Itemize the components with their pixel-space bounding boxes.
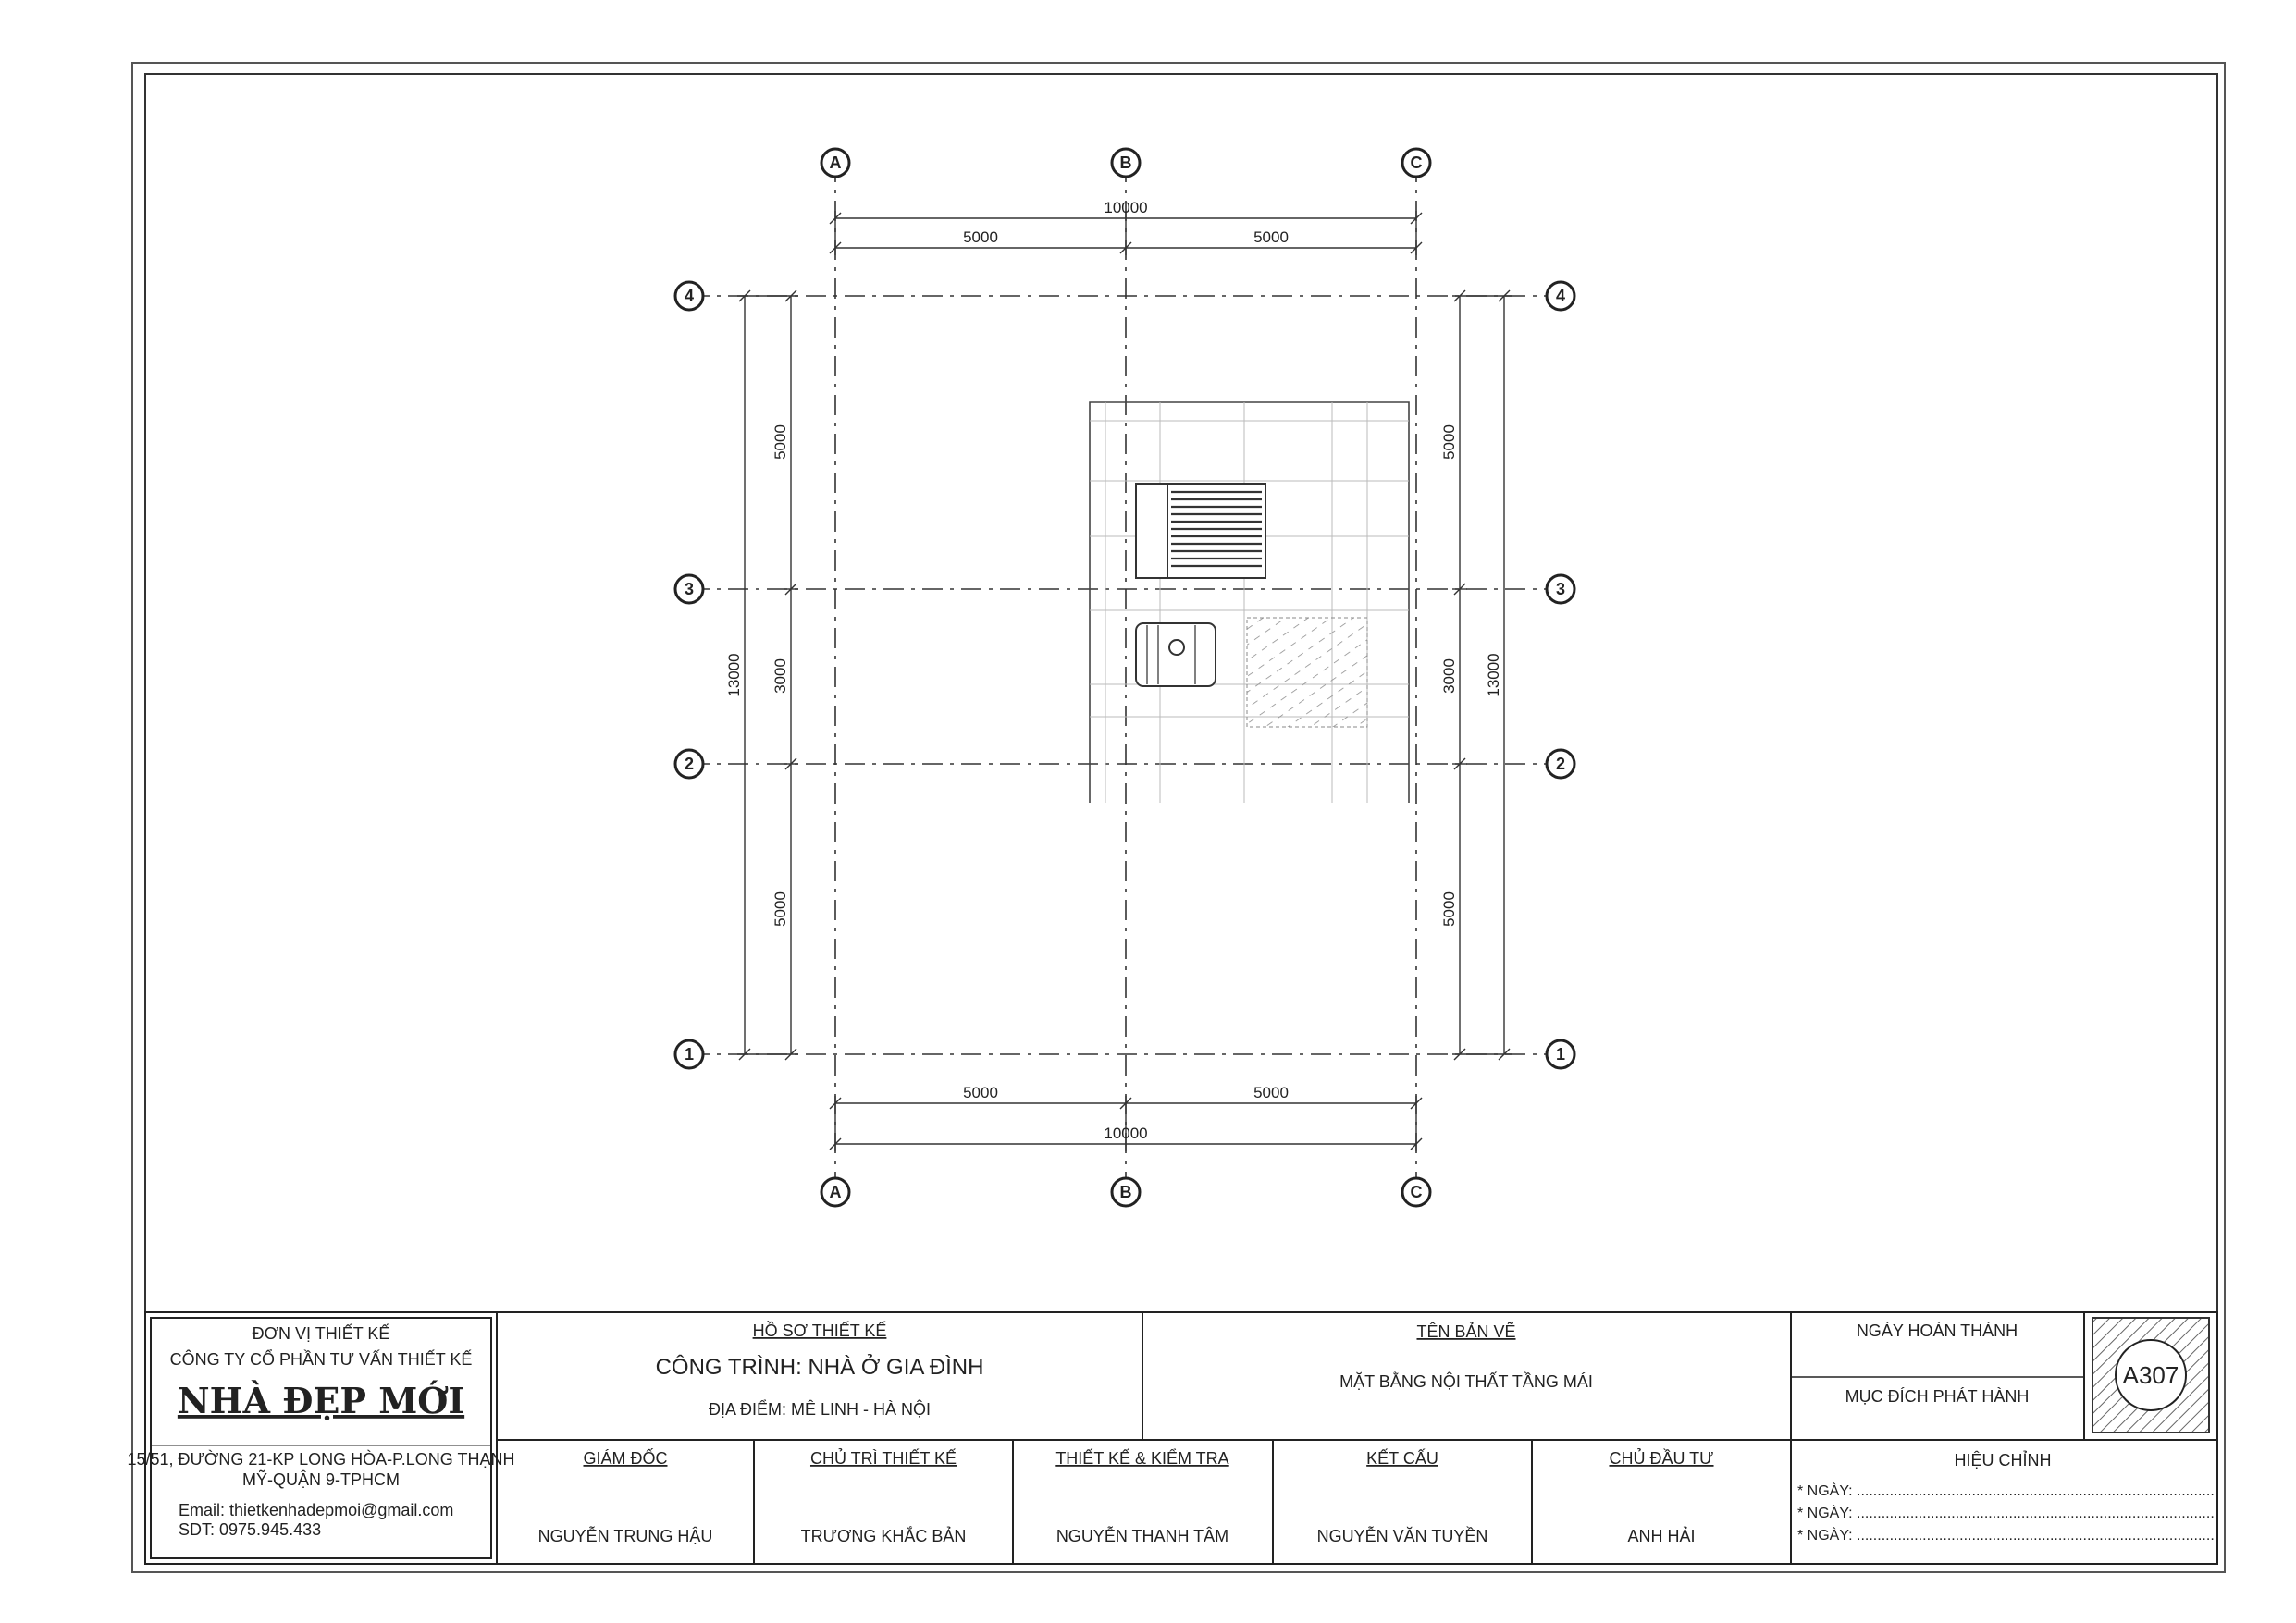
sheet-outer-border <box>132 63 2225 1572</box>
dimension-texts <box>725 199 1502 1142</box>
dim-left-bay-3: 5000 <box>772 891 789 927</box>
revision-label: HIỆU CHỈNH <box>1954 1451 2052 1469</box>
dossier-label: HỒ SƠ THIẾT KẾ <box>752 1322 887 1340</box>
dim-left-total: 13000 <box>725 653 743 697</box>
company-phone: SDT: 0975.945.433 <box>179 1520 322 1539</box>
role-title-investor: CHỦ ĐẦU TƯ <box>1609 1449 1714 1468</box>
dim-top-total: 10000 <box>1104 199 1148 216</box>
dim-left-bay-2: 3000 <box>772 658 789 694</box>
role-name-lead-designer: TRƯƠNG KHẮC BẢN <box>800 1527 967 1545</box>
role-name-structure: NGUYỄN VĂN TUYỀN <box>1316 1527 1488 1545</box>
grid-lines <box>689 162 1562 1199</box>
company-address-line-2: MỸ-QUẬN 9-TPHCM <box>242 1470 400 1489</box>
axis-label-B-top: B <box>1119 154 1132 172</box>
dim-bottom-total: 10000 <box>1104 1125 1148 1142</box>
axis-label-A-bottom: A <box>829 1183 842 1201</box>
design-unit-title: ĐƠN VỊ THIẾT KẾ <box>252 1324 390 1343</box>
role-title-designer-checker: THIẾT KẾ & KIỂM TRA <box>1055 1449 1229 1468</box>
role-name-director: NGUYỄN TRUNG HẬU <box>537 1527 713 1545</box>
axis-label-2-right: 2 <box>1555 755 1566 773</box>
dim-bottom-bay-2: 5000 <box>1253 1084 1289 1101</box>
project-name: CÔNG TRÌNH: NHÀ Ở GIA ĐÌNH <box>655 1355 984 1380</box>
axis-label-B-bottom: B <box>1119 1183 1132 1201</box>
axis-label-3-left: 3 <box>684 580 695 598</box>
dim-bottom-bay-1: 5000 <box>963 1084 998 1101</box>
role-title-lead-designer: CHỦ TRÌ THIẾT KẾ <box>809 1449 957 1468</box>
axis-label-C-top: C <box>1410 154 1423 172</box>
drawing-name: MẶT BẰNG NỘI THẤT TẦNG MÁI <box>1339 1372 1593 1391</box>
revision-line-1: * NGÀY: ....................................................................................... <box>1797 1483 2215 1499</box>
axis-label-1-left: 1 <box>684 1045 695 1064</box>
dim-right-bay-1: 5000 <box>1440 424 1458 460</box>
issue-purpose-label: MỤC ĐÍCH PHÁT HÀNH <box>1845 1387 2030 1406</box>
project-location: ĐỊA ĐIỂM: MÊ LINH - HÀ NỘI <box>708 1400 932 1419</box>
role-name-designer-checker: NGUYỄN THANH TÂM <box>1055 1527 1229 1545</box>
company-email: Email: thietkenhadepmoi@gmail.com <box>179 1501 454 1519</box>
sheet-number: A307 <box>2122 1361 2179 1389</box>
dim-right-total: 13000 <box>1485 653 1502 697</box>
brand-logo-text: NHÀ ĐẸP MỚI <box>177 1380 465 1421</box>
drawing-name-label: TÊN BẢN VẼ <box>1416 1322 1516 1341</box>
signature-roles <box>538 1448 1714 1545</box>
sheet-inner-border <box>145 74 2217 1564</box>
role-title-director: GIÁM ĐỐC <box>583 1449 668 1468</box>
axis-labels <box>685 154 1565 1201</box>
revision-line-2: * NGÀY: ....................................................................................... <box>1797 1506 2215 1521</box>
water-tank <box>1136 484 1265 578</box>
revision-line-3: * NGÀY: ....................................................................................... <box>1797 1528 2215 1543</box>
hatched-area <box>1247 618 1367 727</box>
axis-label-1-right: 1 <box>1555 1045 1566 1064</box>
company-address-line-1: 15/51, ĐƯỜNG 21-KP LONG HÒA-P.LONG THẠNH <box>127 1450 515 1469</box>
dim-top-bay-1: 5000 <box>963 228 998 246</box>
axis-label-A-top: A <box>829 154 842 172</box>
axis-label-C-bottom: C <box>1410 1183 1423 1201</box>
roof-structure <box>1090 402 1409 803</box>
axis-label-4-right: 4 <box>1555 287 1566 305</box>
pressure-tank <box>1136 623 1216 686</box>
axis-label-3-right: 3 <box>1555 580 1566 598</box>
axis-label-2-left: 2 <box>684 755 695 773</box>
dimension-lines <box>737 211 1512 1151</box>
dim-left-bay-1: 5000 <box>772 424 789 460</box>
dim-top-bay-2: 5000 <box>1253 228 1289 246</box>
dim-right-bay-3: 5000 <box>1440 891 1458 927</box>
completion-date-label: NGÀY HOÀN THÀNH <box>1856 1322 2018 1340</box>
company-name: CÔNG TY CỔ PHẦN TƯ VẤN THIẾT KẾ <box>169 1350 473 1369</box>
axis-label-4-left: 4 <box>684 287 695 305</box>
role-title-structure: KẾT CẤU <box>1366 1449 1438 1468</box>
dim-right-bay-2: 3000 <box>1440 658 1458 694</box>
role-name-investor: ANH HẢI <box>1627 1527 1696 1545</box>
